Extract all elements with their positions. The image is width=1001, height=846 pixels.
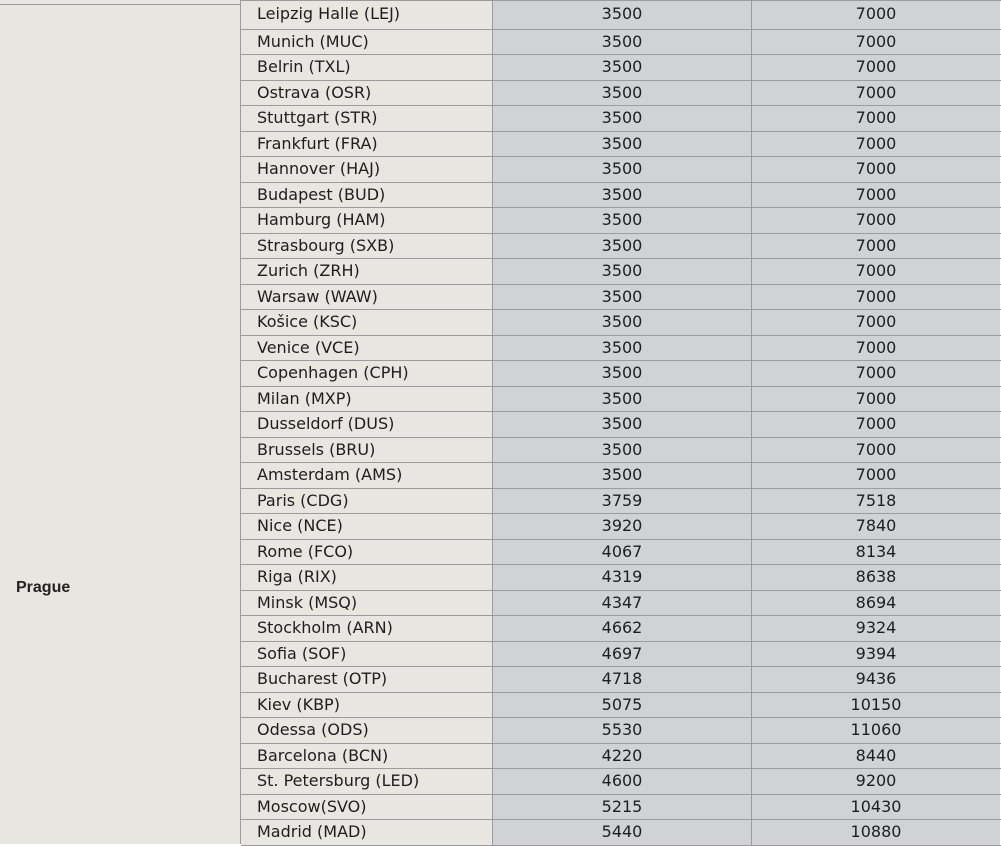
table-row [241,438,1001,464]
table-row [241,285,1001,311]
destination-cell: Amsterdam (AMS) [241,463,493,488]
value-cell-2: 7000 [752,183,1000,208]
value-cell-2: 7000 [752,106,1000,131]
value-cell-1: 3500 [493,387,752,412]
destination-cell: Bucharest (OTP) [241,667,493,692]
value-cell-1: 3500 [493,463,752,488]
table-row [241,106,1001,132]
value-cell-2: 9324 [752,616,1000,641]
value-cell-1: 3500 [493,55,752,80]
value-cell-1: 3500 [493,208,752,233]
destination-cell: Venice (VCE) [241,336,493,361]
destination-cell: Milan (MXP) [241,387,493,412]
value-cell-2: 7000 [752,157,1000,182]
value-cell-2: 8440 [752,744,1000,769]
destination-cell: Paris (CDG) [241,489,493,514]
table-row [241,463,1001,489]
value-cell-2: 7000 [752,30,1000,55]
value-cell-1: 3920 [493,514,752,539]
value-cell-2: 8694 [752,591,1000,616]
value-cell-2: 9394 [752,642,1000,667]
value-cell-2: 7000 [752,412,1000,437]
value-cell-1: 3500 [493,106,752,131]
destination-cell: Frankfurt (FRA) [241,132,493,157]
value-cell-1: 4662 [493,616,752,641]
table-row [241,820,1001,846]
value-cell-2: 7000 [752,310,1000,335]
table-row [241,540,1001,566]
destination-cell: Munich (MUC) [241,30,493,55]
table-row [241,336,1001,362]
value-cell-1: 4697 [493,642,752,667]
destination-cell: Ostrava (OSR) [241,81,493,106]
table-row [241,769,1001,795]
destination-cell: Nice (NCE) [241,514,493,539]
value-cell-1: 3500 [493,183,752,208]
destination-cell: Stockholm (ARN) [241,616,493,641]
table-row [241,361,1001,387]
table-row [241,0,1001,30]
value-cell-2: 7000 [752,438,1000,463]
value-cell-1: 4347 [493,591,752,616]
value-cell-1: 4319 [493,565,752,590]
origin-cell [0,0,241,844]
value-cell-1: 5440 [493,820,752,845]
destination-cell: Warsaw (WAW) [241,285,493,310]
destination-cell: Riga (RIX) [241,565,493,590]
destination-cell: Belrin (TXL) [241,55,493,80]
value-cell-1: 3500 [493,310,752,335]
destination-cell: Zurich (ZRH) [241,259,493,284]
value-cell-2: 8638 [752,565,1000,590]
destination-cell: Strasbourg (SXB) [241,234,493,259]
destination-cell: St. Petersburg (LED) [241,769,493,794]
destination-cell: Barcelona (BCN) [241,744,493,769]
destination-cell: Copenhagen (CPH) [241,361,493,386]
destination-cell: Budapest (BUD) [241,183,493,208]
value-cell-2: 11060 [752,718,1000,743]
destination-cell: Rome (FCO) [241,540,493,565]
table-row [241,642,1001,668]
table-row [241,718,1001,744]
value-cell-2: 7000 [752,234,1000,259]
value-cell-1: 3500 [493,157,752,182]
value-cell-2: 7518 [752,489,1000,514]
value-cell-1: 4600 [493,769,752,794]
value-cell-1: 5215 [493,795,752,820]
value-cell-2: 7000 [752,208,1000,233]
destination-cell: Dusseldorf (DUS) [241,412,493,437]
value-cell-1: 3500 [493,234,752,259]
value-cell-2: 7000 [752,387,1000,412]
table-row [241,157,1001,183]
destination-cell: Stuttgart (STR) [241,106,493,131]
table-row [241,616,1001,642]
table-row [241,259,1001,285]
destination-cell: Sofia (SOF) [241,642,493,667]
destination-cell: Košice (KSC) [241,310,493,335]
value-cell-1: 3500 [493,30,752,55]
value-cell-1: 4220 [493,744,752,769]
value-cell-2: 10150 [752,693,1000,718]
destination-cell: Leipzig Halle (LEJ) [241,1,493,29]
value-cell-1: 3500 [493,336,752,361]
table-row [241,55,1001,81]
value-cell-2: 7000 [752,285,1000,310]
value-cell-2: 10880 [752,820,1000,845]
value-cell-2: 7000 [752,81,1000,106]
value-cell-1: 3500 [493,259,752,284]
value-cell-1: 4718 [493,667,752,692]
value-cell-2: 7000 [752,1,1000,29]
table-row [241,208,1001,234]
value-cell-2: 7000 [752,463,1000,488]
table-row [241,795,1001,821]
value-cell-1: 3500 [493,361,752,386]
table-row [241,81,1001,107]
table-row [241,30,1001,56]
table-row [241,234,1001,260]
destination-cell: Madrid (MAD) [241,820,493,845]
destination-cell: Moscow(SVO) [241,795,493,820]
table-row [241,310,1001,336]
value-cell-2: 7000 [752,361,1000,386]
value-cell-2: 7000 [752,259,1000,284]
value-cell-2: 10430 [752,795,1000,820]
table-row [241,412,1001,438]
destination-cell: Odessa (ODS) [241,718,493,743]
value-cell-1: 3500 [493,285,752,310]
value-cell-1: 4067 [493,540,752,565]
value-cell-1: 3500 [493,1,752,29]
divider [0,4,241,5]
value-cell-2: 9200 [752,769,1000,794]
table-row [241,591,1001,617]
destination-cell: Kiev (KBP) [241,693,493,718]
origin-label: Prague [16,579,71,596]
destination-cell: Hamburg (HAM) [241,208,493,233]
table-row [241,387,1001,413]
value-cell-1: 5075 [493,693,752,718]
destination-cell: Minsk (MSQ) [241,591,493,616]
value-cell-1: 3500 [493,81,752,106]
table-row [241,693,1001,719]
value-cell-2: 7000 [752,55,1000,80]
destination-cell: Brussels (BRU) [241,438,493,463]
value-cell-2: 7000 [752,132,1000,157]
value-cell-2: 8134 [752,540,1000,565]
destination-cell: Hannover (HAJ) [241,157,493,182]
value-cell-2: 7000 [752,336,1000,361]
table-row [241,514,1001,540]
table-body [241,4,1001,846]
table-row [241,489,1001,515]
table-row [241,565,1001,591]
value-cell-2: 7840 [752,514,1000,539]
value-cell-1: 3500 [493,438,752,463]
table-row [241,132,1001,158]
value-cell-1: 3759 [493,489,752,514]
table-row [241,744,1001,770]
value-cell-1: 3500 [493,132,752,157]
value-cell-1: 5530 [493,718,752,743]
value-cell-2: 9436 [752,667,1000,692]
table-row [241,667,1001,693]
table-row [241,183,1001,209]
value-cell-1: 3500 [493,412,752,437]
